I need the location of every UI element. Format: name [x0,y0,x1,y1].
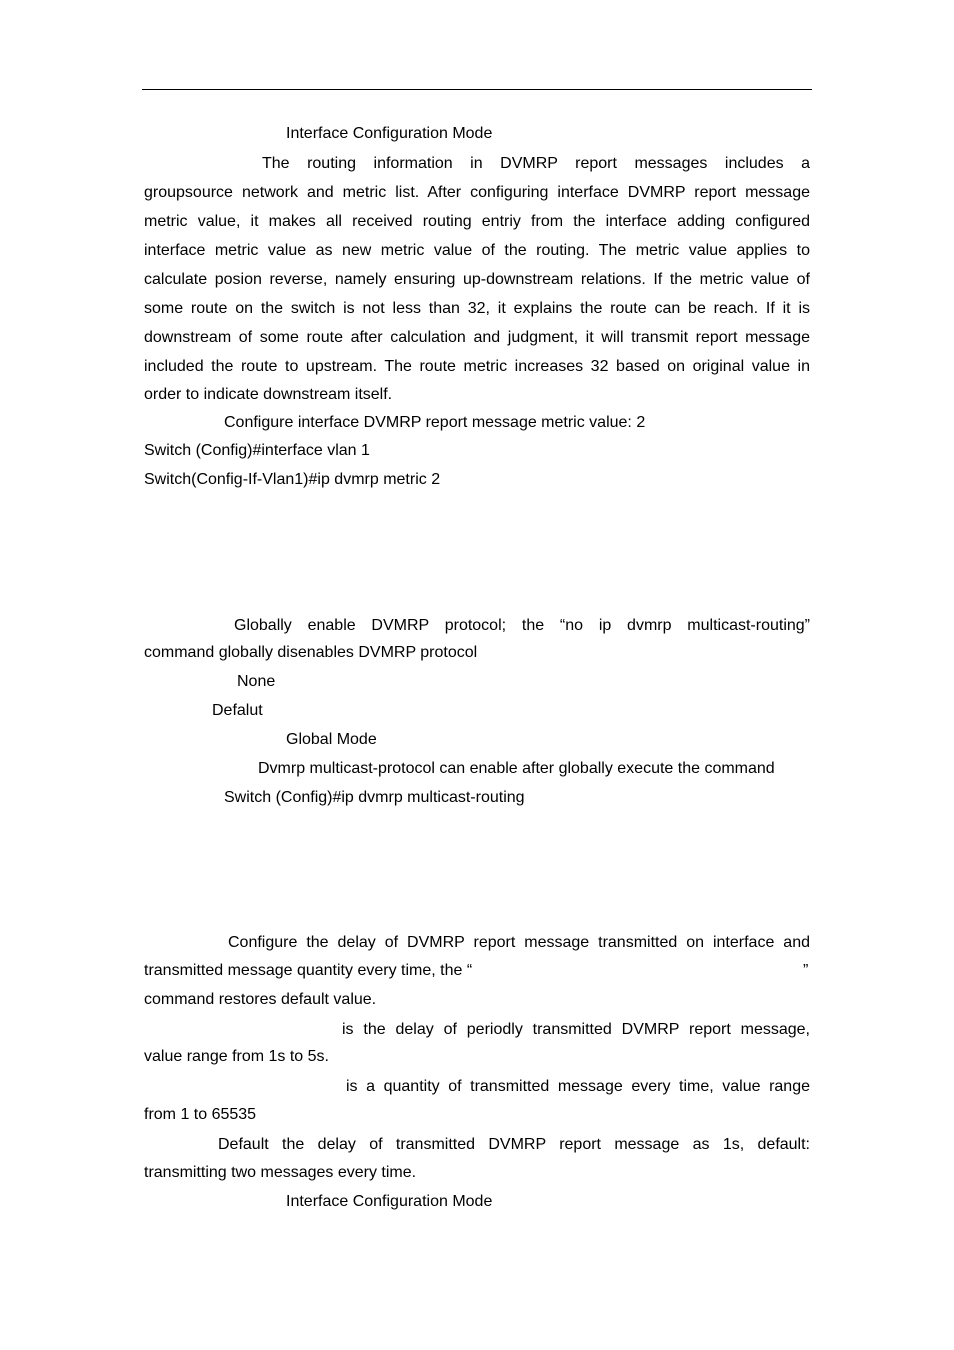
function-quote: ” [803,962,809,979]
function-line: Globally enable DVMRP protocol; the “no ip dvmrp multicast-routing” [234,617,810,634]
parameter-line: is the delay of periodly transmitted DVMRP report message, [342,1021,810,1038]
parameter-line: from 1 to 65535 [144,1106,257,1123]
parameter-text: None [237,673,276,690]
function-line: command restores default value. [144,991,377,1008]
usage-line: downstream of some route after calculation and judgment, it will transmit report message [144,329,810,346]
header-rule [142,89,812,90]
default-text: Defalut [212,702,263,719]
usage-line: metric value, it makes all received routing entriy from the interface adding configured [144,213,810,230]
default-line: Default the delay of transmitted DVMRP report message as 1s, default: [218,1136,810,1153]
usage-text: Dvmrp multicast-protocol can enable after globally execute the command [258,760,775,777]
usage-line: The routing information in DVMRP report messages includes a [262,155,810,172]
example-command: Switch(Config-If-Vlan1)#ip dvmrp metric 2 [144,471,441,488]
usage-line: interface metric value as new metric value of the routing. The metric value applies to [144,242,810,259]
example-description: Configure interface DVMRP report message metric value: 2 [224,414,646,431]
function-line: Configure the delay of DVMRP report message transmitted on interface and [228,934,810,951]
usage-line: order to indicate downstream itself. [144,386,393,403]
command-mode: Interface Configuration Mode [286,1193,493,1210]
function-line: command globally disenables DVMRP protocol [144,644,478,661]
command-mode: Interface Configuration Mode [286,125,493,142]
example-command: Switch (Config)#ip dvmrp multicast-routing [224,789,525,806]
usage-line: some route on the switch is not less than 32, it explains the route can be reach. If it is [144,300,810,317]
parameter-line: is a quantity of transmitted message every time, value range [346,1078,810,1095]
usage-line: groupsource network and metric list. After configuring interface DVMRP report message [144,184,810,201]
usage-line: calculate posion reverse, namely ensuring up-downstream relations. If the metric value of [144,271,810,288]
usage-line: included the route to upstream. The route metric increases 32 based on original value in [144,358,810,375]
default-line: transmitting two messages every time. [144,1164,417,1181]
parameter-line: value range from 1s to 5s. [144,1048,329,1065]
function-line: transmitted message quantity every time, the “ [144,962,473,979]
command-mode: Global Mode [286,731,377,748]
example-command: Switch (Config)#interface vlan 1 [144,442,370,459]
